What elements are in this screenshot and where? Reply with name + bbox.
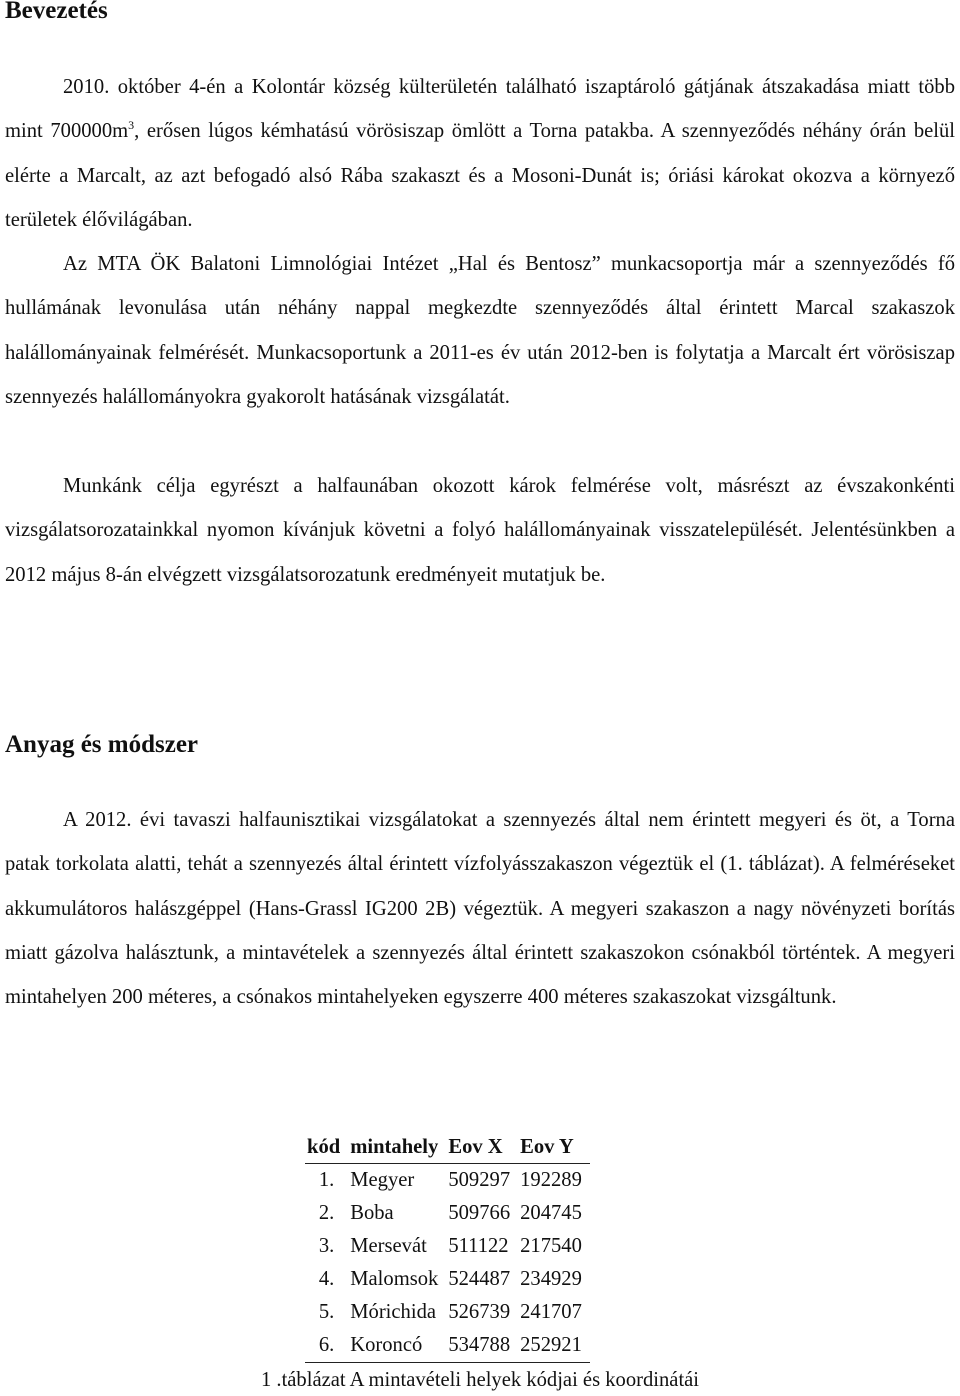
- cell-site: Megyer: [350, 1169, 415, 1191]
- cell-code: 4.: [318, 1268, 335, 1290]
- cell-site: Mórichida: [350, 1301, 437, 1323]
- heading-intro: Bevezetés: [5, 0, 108, 24]
- cell-eov-x: 509297: [448, 1169, 511, 1191]
- cell-eov-y: 241707: [520, 1301, 582, 1323]
- cell-site: Malomsok: [350, 1268, 439, 1290]
- cell-eov-y: 192289: [520, 1169, 582, 1191]
- paragraph-text: 2010. október 4-én a Kolontár község külterületén található iszaptároló gátjának átszakadása miatt több mint 700000m: [5, 76, 955, 143]
- cell-code: 1.: [318, 1169, 335, 1191]
- cell-eov-x: 526739: [448, 1301, 511, 1323]
- sampling-sites-table: [305, 1131, 590, 1363]
- table-row: [305, 1296, 590, 1329]
- table-row: [305, 1197, 590, 1230]
- table-caption: 1 .táblázat A mintavételi helyek kódjai és koordinátái: [260, 1369, 700, 1391]
- cell-code: 2.: [318, 1202, 335, 1224]
- cell-code: 6.: [305, 1329, 348, 1363]
- table-row: [305, 1164, 590, 1198]
- cell-eov-y: 252921: [518, 1329, 590, 1363]
- cell-site: Koroncó: [348, 1329, 446, 1363]
- table-row: [305, 1329, 590, 1363]
- heading-methods: Anyag és módszer: [5, 731, 199, 758]
- column-header-site: mintahely: [348, 1131, 446, 1164]
- paragraph-intro-3: Munkánk célja egyrészt a halfaunában okozott károk felmérése volt, másrészt az évszakonkénti vizsgálatsorozatainkkal nyomon kívánjuk követni a folyó halállományainak visszatelepülését. Jelentésünkben a 2012 május 8-án elvégzett vizsgálatsorozatunk eredményeit mutatjuk be.: [5, 475, 955, 586]
- cell-eov-y: 217540: [520, 1235, 582, 1257]
- cell-site: Boba: [350, 1202, 394, 1224]
- column-header-eov-y: Eov Y: [518, 1131, 590, 1164]
- cell-eov-x: 509766: [448, 1202, 511, 1224]
- cell-eov-x: 524487: [448, 1268, 511, 1290]
- cell-eov-x: 511122: [448, 1235, 509, 1257]
- cell-site: Mersevát: [350, 1235, 427, 1257]
- column-header-code: kód: [305, 1131, 348, 1164]
- table-header-row: [305, 1131, 590, 1164]
- cell-code: 5.: [318, 1301, 335, 1323]
- table-row: [305, 1230, 590, 1263]
- cell-eov-y: 234929: [520, 1268, 582, 1290]
- superscript-exponent: 3: [128, 118, 135, 133]
- paragraph-intro-2: Az MTA ÖK Balatoni Limnológiai Intézet „Hal és Bentosz” munkacsoportja már a szennyeződés fő hullámának levonulása után néhány nappal megkezdte szennyeződés által érintett Marcal szakaszok halállományainak felmérését. Munkacsoportunk a 2011-es év után 2012-ben is folytatja a Marcalt ért vörösiszap szennyezés halállományokra gyakorolt hatásának vizsgálatát.: [5, 253, 955, 408]
- paragraph-methods: A 2012. évi tavaszi halfaunisztikai vizsgálatokat a szennyezés által nem érintett megyeri és öt, a Torna patak torkolata alatti, tehát a szennyezés által érintett vízfolyásszakaszon végeztük el (1. táblázat). A felméréseket akkumulátoros halászgéppel (Hans-Grassl IG200 2B) végeztük. A megyeri szakaszon a nagy növényzeti borítás miatt gázolva halásztunk, a mintavételek a szennyezés által érintett szakaszokon csónakból történtek. A megyeri mintahelyen 200 méteres, a csónakos mintahelyeken egyszerre 400 méteres szakaszokat vizsgáltunk.: [5, 809, 955, 1009]
- cell-code: 3.: [318, 1235, 335, 1257]
- column-header-eov-x: Eov X: [446, 1131, 518, 1164]
- paragraph-intro-1: [5, 65, 955, 242]
- cell-eov-y: 204745: [520, 1202, 582, 1224]
- paragraph-text: , erősen lúgos kémhatású vörösiszap ömlött a Torna patakba. A szennyeződés néhány órán belül elérte a Marcalt, az azt befogadó alsó Rába szakaszt és a Mosoni-Dunát is; óriási károkat okozva a környező területek élővilágában.: [5, 120, 955, 231]
- table-row: [305, 1263, 590, 1296]
- cell-eov-x: 534788: [446, 1329, 518, 1363]
